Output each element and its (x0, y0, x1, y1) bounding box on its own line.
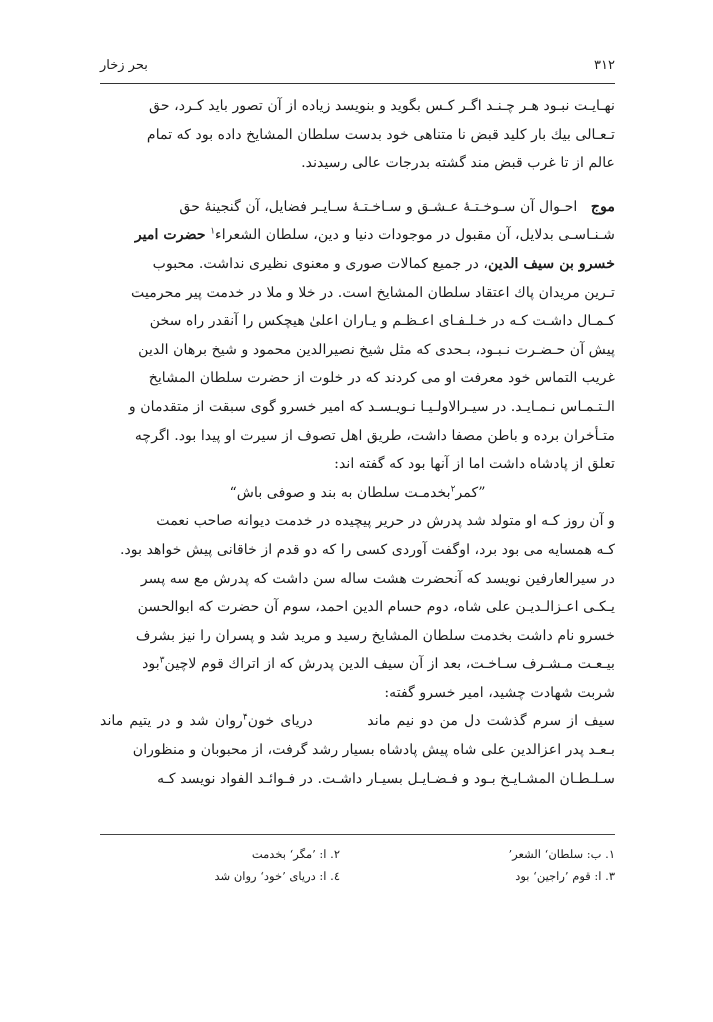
text-line: پیش آن حـضـرت نـبـود، بـحدی که مثل شیخ نصیرالدین محمود و شیخ برهان الدین (138, 341, 615, 358)
text-span: بود (142, 656, 160, 673)
text-span: دریای خون (247, 713, 313, 730)
couplet-hemistich-1: سیف از سرم گذشت دل من دو نیم ماند (367, 713, 615, 730)
text-line: عالم از تا غرب قبض مند گشته بدرجات عالی رسیدند. (301, 155, 615, 172)
footnote-ref: ۱ (210, 226, 216, 237)
running-title: بحر زخار (100, 58, 148, 73)
text-line (100, 221, 615, 250)
text-line: خسرو نام داشت بخدمت سلطان المشایخ رسید و مرید شد و پسران را نیز بشرف (135, 627, 615, 644)
text-span: بیـعـت مـشـرف سـاخـت، بعد از آن سیف الدین پدرش که از اتراك قوم لاچین (164, 656, 615, 673)
footnote-rule (100, 834, 615, 835)
body-text (100, 92, 615, 793)
header-rule (100, 83, 615, 84)
mawj-heading: موج (590, 198, 615, 215)
footnote-1: ۱. ب: سلطان‘ الشعر’ (508, 847, 615, 861)
name-bold: حضرت امیر (134, 227, 206, 244)
footnote-ref: ۳ (159, 655, 165, 666)
page-number: ۳۱۲ (594, 58, 615, 73)
text-line (100, 193, 615, 222)
text-line (100, 650, 615, 679)
text-line (100, 250, 615, 279)
text-line: یـکـی اعـزالـدیـن علی شاه، دوم حسام الدین احمد، سوم آن حضرت که ابوالحسن (137, 599, 615, 616)
text-line: متـأخران برده و باطن مصفا داشت، طریق اهل تصوف از سیرت او پیدا بود. اگرچه (134, 427, 615, 444)
text-line: تعلق از پادشاه داشت اما از آنها بود که گفته اند: (334, 456, 615, 473)
text-line: در سیرالعارفین نویسد که آنحضرت هشت ساله سن داشت که پدرش مع سه پسر (140, 570, 615, 587)
text-line: تـرین مریدان پاك اعتقاد سلطان المشایخ است. در خلا و ملا در خدمت پیر محرمیت (131, 284, 615, 301)
text-line: نهـایـت نبـود هـر چـنـد اگـر کـس بگوید و بنویسد زیاده از آن تصور باید کـرد، حق (149, 98, 615, 114)
text-line: کـه همسایه می بود برد، اوگفت آوردی کسی را که دو قدم از خاقانی پیش خواهد بود. (119, 541, 615, 558)
name-bold: خسرو بن سیف الدین (488, 255, 615, 272)
text-span: شـنـاسـی بدلایل، آن مقبول در موجودات دنیا و دین، سلطان الشعراء (215, 227, 615, 244)
text-span: ”کمر (455, 484, 486, 501)
text-span: ، در جمیع کمالات صوری و معنوی نظیری نداشت. محبوب (152, 255, 488, 272)
text-line: سـلـطـان المشـایـخ بـود و فـضـایـل بسیـار داشـت. در فـوائـد الفواد نویسد کـه (157, 770, 615, 787)
couplet-line (100, 707, 615, 736)
text-line: کـمـال داشـت کـه در خـلـفـای اعـظـم و یـاران اعلیٰ هیچکس را آنقدر راه سخن (149, 313, 615, 330)
couplet-hemistich-2 (100, 713, 313, 729)
text-line: و آن روز کـه او متولد شد پدرش در حریر پیچیده در خدمت دیوانه صاحب نعمت (156, 513, 615, 530)
text-line: غریب التماس خود معرفت او می کردند که در خلوت از حضرت سلطان المشایخ (148, 370, 615, 387)
text-line: بـعـد پدر اعزالدین علی شاه پیش پادشاه بسیار رشد گرفت، از محبوبان و منظوران (132, 742, 615, 759)
text-span: روان شد و در یتیم ماند (100, 713, 243, 730)
text-line: شربت شهادت چشید، امیر خسرو گفته: (384, 684, 615, 701)
footnote-4: ٤. ا: دریای ’خود‘ روان شد (214, 869, 340, 883)
footnote-3: ۳. ا: قوم ’راجین‘ بود (515, 869, 615, 883)
text-span: احـوال آن سـوخـتـهٔ عـشـق و سـاخـتـهٔ سـایـر فضایل، آن گنجینهٔ حق (179, 198, 578, 215)
text-line: تـعـالی بیك بار کلید قبض نا متناهی خود بدست سلطان المشایخ داده بود که تمام (146, 126, 615, 143)
footnote-ref: ۴ (242, 712, 248, 723)
text-line: الـتـمـاس نـمـایـد. در سیـرالاولـیـا نـویـسـد که امیر خسرو گوی سبقت از متقدمان و (128, 398, 615, 415)
page-header (100, 58, 615, 80)
verse-line (100, 479, 615, 508)
footnote-2: ۲. ا: ’مگر‘ بخدمت (251, 847, 340, 861)
text-span: بخدمـت سلطان به بند و صوفی باش“ (229, 484, 451, 501)
footnote-ref: ۲ (450, 483, 456, 494)
